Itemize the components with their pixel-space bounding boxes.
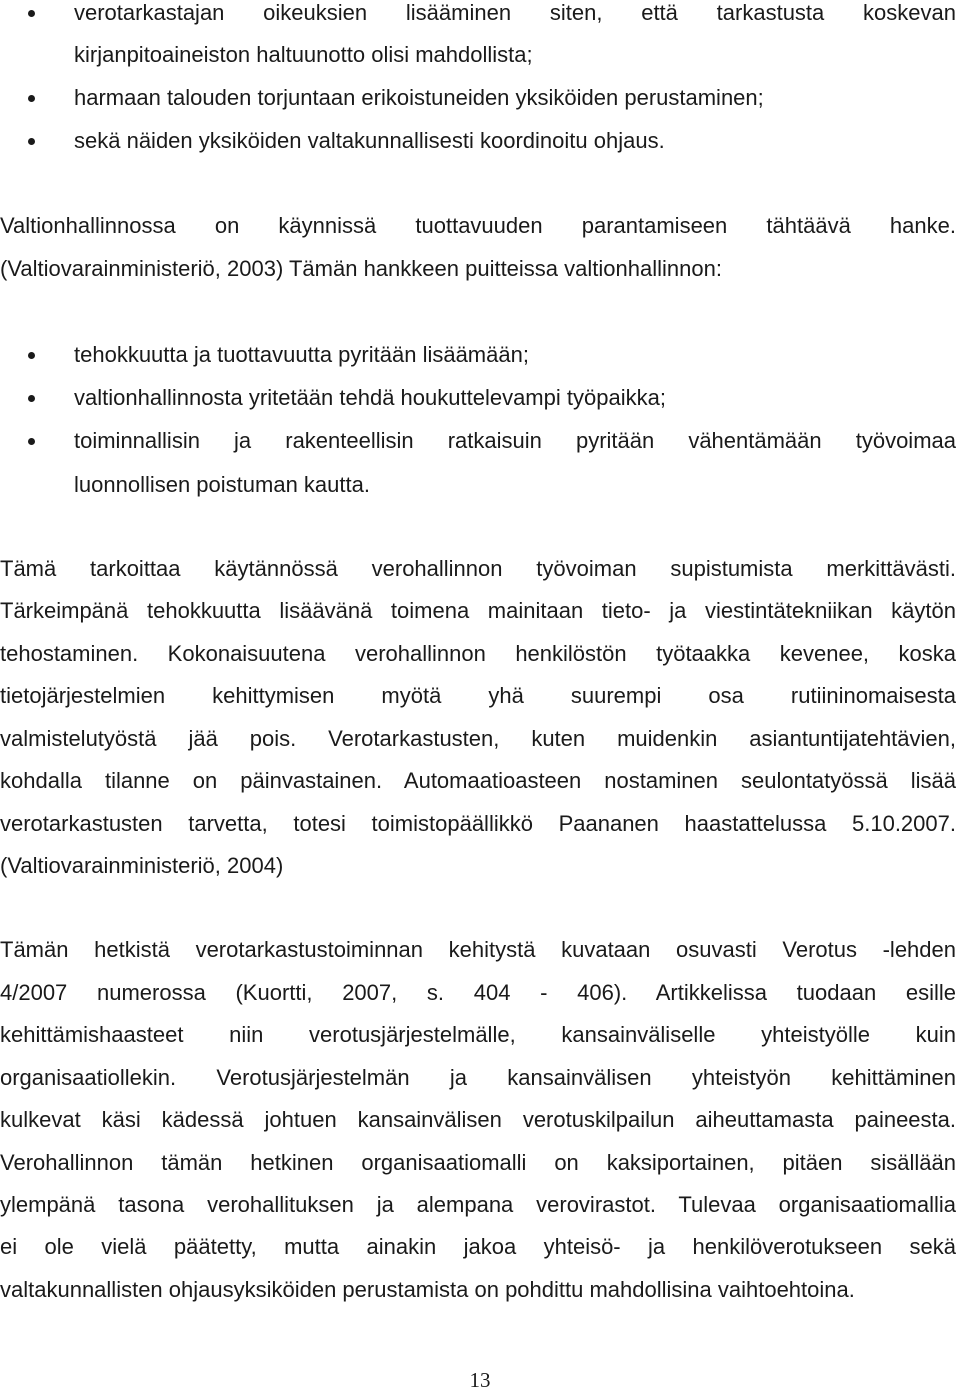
paragraph-line: kehittämishaasteet niin verotusjärjestelmälle, kansainväliselle yhteistyölle kuin (0, 1022, 956, 1047)
paragraph-line: valtakunnallisten ohjausyksiköiden perustamista on pohdittu mahdollisina vaihtoehtoina. (0, 1277, 855, 1302)
paragraph-line: valmistelutyöstä jää pois. Verotarkastusten, kuten muidenkin asiantuntijatehtävien, (0, 726, 956, 751)
paragraph-line: verotarkastusten tarvetta, totesi toimistopäällikkö Paananen haastattelussa 5.10.2007. (0, 811, 956, 836)
bullet-icon (28, 95, 35, 102)
paragraph-line: (Valtiovarainministeriö, 2003) Tämän hankkeen puitteissa valtionhallinnon: (0, 256, 722, 281)
bullet-icon (28, 10, 35, 17)
paragraph-line: tietojärjestelmien kehittymisen myötä yhä suurempi osa rutiininomaisesta (0, 683, 956, 708)
paragraph-line: Tämän hetkistä verotarkastustoiminnan kehitystä kuvataan osuvasti Verotus -lehden (0, 937, 956, 962)
paragraph-line: ei ole vielä päätetty, mutta ainakin jakoa yhteisö- ja henkilöverotukseen sekä (0, 1234, 956, 1259)
bullet-icon (28, 352, 35, 359)
paragraph-line: Tärkeimpänä tehokkuutta lisäävänä toimena mainitaan tieto- ja viestintätekniikan käytön (0, 598, 956, 623)
list-item-text: luonnollisen poistuman kautta. (74, 472, 370, 497)
list-item-text: verotarkastajan oikeuksien lisääminen siten, että tarkastusta koskevan (74, 0, 956, 25)
paragraph-line: organisaatiollekin. Verotusjärjestelmän ja kansainvälisen yhteistyön kehittäminen (0, 1065, 956, 1090)
paragraph-line: ylempänä tasona verohallituksen ja alempana verovirastot. Tulevaa organisaatiomallia (0, 1192, 956, 1217)
list-item-text: kirjanpitoaineiston haltuunotto olisi mahdollista; (74, 42, 533, 67)
list-item-text: tehokkuutta ja tuottavuutta pyritään lisäämään; (74, 342, 529, 367)
paragraph-line: Tämä tarkoittaa käytännössä verohallinnon työvoiman supistumista merkittävästi. (0, 556, 956, 581)
bullet-icon (28, 138, 35, 145)
bullet-icon (28, 438, 35, 445)
paragraph-line: kulkevat käsi kädessä johtuen kansainvälisen verotuskilpailun aiheuttamasta paineesta. (0, 1107, 956, 1132)
list-item-text: valtionhallinnosta yritetään tehdä houkuttelevampi työpaikka; (74, 385, 666, 410)
paragraph-line: kohdalla tilanne on päinvastainen. Automaatioasteen nostaminen seulontatyössä lisää (0, 768, 956, 793)
paragraph-line: Verohallinnon tämän hetkinen organisaatiomalli on kaksiportainen, pitäen sisällään (0, 1150, 956, 1175)
paragraph-line: 4/2007 numerossa (Kuortti, 2007, s. 404 - 406). Artikkelissa tuodaan esille (0, 980, 956, 1005)
page-number: 13 (469, 1368, 491, 1392)
paragraph-line: (Valtiovarainministeriö, 2004) (0, 853, 284, 878)
list-item-text: toiminnallisin ja rakenteellisin ratkaisuin pyritään vähentämään työvoimaa (74, 428, 956, 453)
bullet-icon (28, 395, 35, 402)
list-item-text: sekä näiden yksiköiden valtakunnallisesti koordinoitu ohjaus. (74, 128, 665, 153)
paragraph-line: tehostaminen. Kokonaisuutena verohallinnon henkilöstön työtaakka kevenee, koska (0, 641, 956, 666)
list-item-text: harmaan talouden torjuntaan erikoistuneiden yksiköiden perustaminen; (74, 85, 764, 110)
paragraph-line: Valtionhallinnossa on käynnissä tuottavuuden parantamiseen tähtäävä hanke. (0, 213, 956, 238)
